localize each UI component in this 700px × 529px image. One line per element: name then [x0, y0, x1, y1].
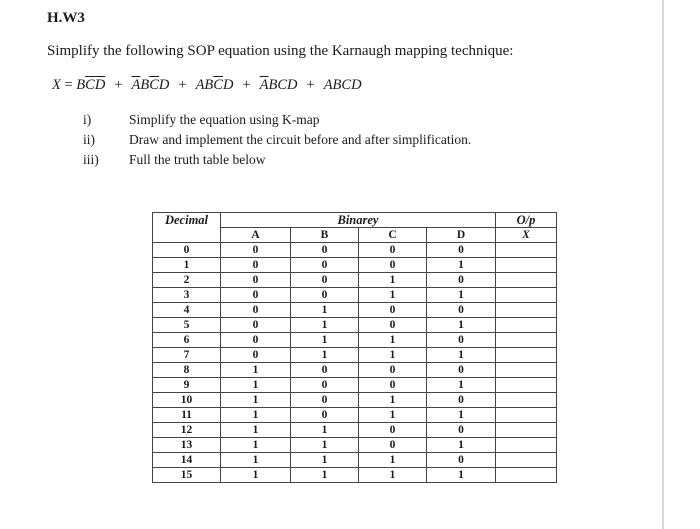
column-a-header: A	[221, 228, 291, 243]
table-row	[153, 303, 557, 318]
decimal-cell: 10	[153, 393, 221, 408]
output-cell[interactable]	[496, 468, 557, 483]
table-row	[153, 378, 557, 393]
sop-term	[76, 77, 105, 93]
output-cell[interactable]	[496, 243, 557, 258]
task-number: ii)	[83, 132, 95, 147]
decimal-cell: 8	[153, 363, 221, 378]
b-cell: 0	[291, 378, 359, 393]
plus-operator: +	[306, 77, 315, 93]
literal: $\overline{A}$	[131, 77, 141, 93]
d-cell: 0	[427, 243, 496, 258]
decimal-cell: 1	[153, 258, 221, 273]
a-cell: 1	[221, 363, 291, 378]
table-row	[153, 258, 557, 273]
decimal-cell: 12	[153, 423, 221, 438]
a-cell: 0	[221, 273, 291, 288]
decimal-cell: 6	[153, 333, 221, 348]
task-item	[83, 130, 471, 150]
literal: $\overline{C}$	[149, 77, 159, 93]
d-cell: 0	[427, 273, 496, 288]
d-cell: 1	[427, 408, 496, 423]
output-cell[interactable]	[496, 438, 557, 453]
d-cell: 1	[427, 318, 496, 333]
a-cell: 0	[221, 333, 291, 348]
decimal-cell: 3	[153, 288, 221, 303]
literal: $\overline{C}$	[213, 77, 223, 93]
literal: D	[287, 77, 298, 93]
b-cell: 0	[291, 408, 359, 423]
literal: $\overline{D}$	[94, 77, 106, 93]
output-cell[interactable]	[496, 393, 557, 408]
d-cell: 1	[427, 288, 496, 303]
a-cell: 1	[221, 453, 291, 468]
d-cell: 1	[427, 348, 496, 363]
decimal-cell: 11	[153, 408, 221, 423]
b-cell: 0	[291, 273, 359, 288]
a-cell: 0	[221, 258, 291, 273]
table-row	[153, 243, 557, 258]
equation-equals: =	[64, 77, 73, 93]
a-cell: 1	[221, 378, 291, 393]
d-cell: 1	[427, 378, 496, 393]
d-cell: 0	[427, 333, 496, 348]
truth-table	[152, 212, 557, 483]
decimal-header: Decimal	[153, 213, 221, 243]
column-c-header: C	[359, 228, 427, 243]
b-cell: 1	[291, 468, 359, 483]
table-row	[153, 408, 557, 423]
c-cell: 0	[359, 423, 427, 438]
decimal-cell: 4	[153, 303, 221, 318]
decimal-cell: 0	[153, 243, 221, 258]
d-cell: 0	[427, 393, 496, 408]
equation-lhs: X	[52, 77, 61, 93]
output-cell[interactable]	[496, 348, 557, 363]
table-row	[153, 348, 557, 363]
table-row	[153, 438, 557, 453]
decimal-cell: 9	[153, 378, 221, 393]
d-cell: 0	[427, 303, 496, 318]
table-row	[153, 453, 557, 468]
task-text: Simplify the equation using K-map	[129, 112, 320, 127]
c-cell: 1	[359, 273, 427, 288]
literal: C	[341, 77, 352, 93]
output-cell[interactable]	[496, 258, 557, 273]
truth-table-body	[153, 243, 557, 483]
output-cell[interactable]	[496, 408, 557, 423]
d-cell: 1	[427, 468, 496, 483]
literal: A	[323, 77, 333, 93]
literal: $\overline{C}$	[85, 77, 95, 93]
b-cell: 1	[291, 318, 359, 333]
b-cell: 1	[291, 333, 359, 348]
column-b-header: B	[291, 228, 359, 243]
literal: B	[332, 77, 342, 93]
sop-equation	[52, 77, 362, 94]
output-cell[interactable]	[496, 363, 557, 378]
table-row	[153, 363, 557, 378]
table-row	[153, 423, 557, 438]
column-x-header: X	[496, 228, 557, 243]
output-header: O/p	[496, 213, 557, 228]
literal: D	[222, 77, 234, 93]
literal: D	[351, 77, 362, 93]
a-cell: 1	[221, 423, 291, 438]
plus-operator: +	[242, 77, 251, 93]
b-cell: 0	[291, 363, 359, 378]
a-cell: 0	[221, 348, 291, 363]
task-item	[83, 110, 471, 130]
b-cell: 1	[291, 348, 359, 363]
c-cell: 0	[359, 438, 427, 453]
a-cell: 0	[221, 288, 291, 303]
output-cell[interactable]	[496, 318, 557, 333]
output-cell[interactable]	[496, 303, 557, 318]
c-cell: 1	[359, 408, 427, 423]
truth-table-header-row	[153, 213, 557, 228]
plus-operator: +	[178, 77, 187, 93]
d-cell: 0	[427, 423, 496, 438]
b-cell: 1	[291, 453, 359, 468]
b-cell: 0	[291, 243, 359, 258]
page-edge-divider	[662, 0, 664, 529]
literal: D	[158, 77, 170, 93]
a-cell: 0	[221, 318, 291, 333]
decimal-cell: 7	[153, 348, 221, 363]
d-cell: 0	[427, 363, 496, 378]
c-cell: 0	[359, 303, 427, 318]
task-item	[83, 150, 471, 170]
decimal-cell: 13	[153, 438, 221, 453]
d-cell: 1	[427, 438, 496, 453]
c-cell: 0	[359, 363, 427, 378]
output-cell[interactable]	[496, 423, 557, 438]
task-text: Draw and implement the circuit before and after simplification.	[129, 132, 472, 147]
b-cell: 1	[291, 438, 359, 453]
c-cell: 1	[359, 468, 427, 483]
d-cell: 1	[427, 258, 496, 273]
a-cell: 1	[221, 438, 291, 453]
task-text: Full the truth table below	[129, 152, 266, 167]
binary-header: Binarey	[221, 213, 496, 228]
instruction-text: Simplify the following SOP equation using the Karnaugh mapping technique:	[47, 43, 514, 59]
b-cell: 0	[291, 258, 359, 273]
c-cell: 1	[359, 333, 427, 348]
table-row	[153, 468, 557, 483]
literal: B	[268, 77, 278, 93]
equation-terms	[76, 77, 361, 93]
column-d-header: D	[427, 228, 496, 243]
a-cell: 1	[221, 468, 291, 483]
output-cell[interactable]	[496, 378, 557, 393]
decimal-cell: 15	[153, 468, 221, 483]
c-cell: 0	[359, 243, 427, 258]
task-number: i)	[83, 112, 92, 127]
c-cell: 1	[359, 348, 427, 363]
c-cell: 1	[359, 393, 427, 408]
output-cell[interactable]	[496, 453, 557, 468]
output-cell[interactable]	[496, 288, 557, 303]
sop-term	[324, 77, 362, 93]
a-cell: 1	[221, 393, 291, 408]
table-row	[153, 273, 557, 288]
decimal-cell: 5	[153, 318, 221, 333]
decimal-cell: 2	[153, 273, 221, 288]
c-cell: 0	[359, 378, 427, 393]
literal: C	[277, 77, 288, 93]
a-cell: 1	[221, 408, 291, 423]
output-cell[interactable]	[496, 273, 557, 288]
b-cell: 0	[291, 288, 359, 303]
task-list	[83, 110, 471, 170]
b-cell: 1	[291, 303, 359, 318]
a-cell: 0	[221, 243, 291, 258]
literal: B	[204, 77, 214, 93]
literal: $\overline{A}$	[259, 77, 269, 93]
decimal-cell: 14	[153, 453, 221, 468]
c-cell: 1	[359, 288, 427, 303]
a-cell: 0	[221, 303, 291, 318]
b-cell: 0	[291, 393, 359, 408]
table-row	[153, 288, 557, 303]
plus-operator: +	[114, 77, 123, 93]
literal: B	[140, 77, 150, 93]
sop-term	[196, 77, 234, 93]
d-cell: 0	[427, 453, 496, 468]
table-row	[153, 393, 557, 408]
sop-term	[132, 77, 170, 93]
c-cell: 0	[359, 258, 427, 273]
table-row	[153, 333, 557, 348]
page-title: H.W3	[47, 10, 85, 26]
table-row	[153, 318, 557, 333]
literal: A	[195, 77, 205, 93]
c-cell: 1	[359, 453, 427, 468]
sop-term	[260, 77, 298, 93]
literal: B	[76, 77, 86, 93]
c-cell: 0	[359, 318, 427, 333]
b-cell: 1	[291, 423, 359, 438]
output-cell[interactable]	[496, 333, 557, 348]
task-number: iii)	[83, 152, 99, 167]
